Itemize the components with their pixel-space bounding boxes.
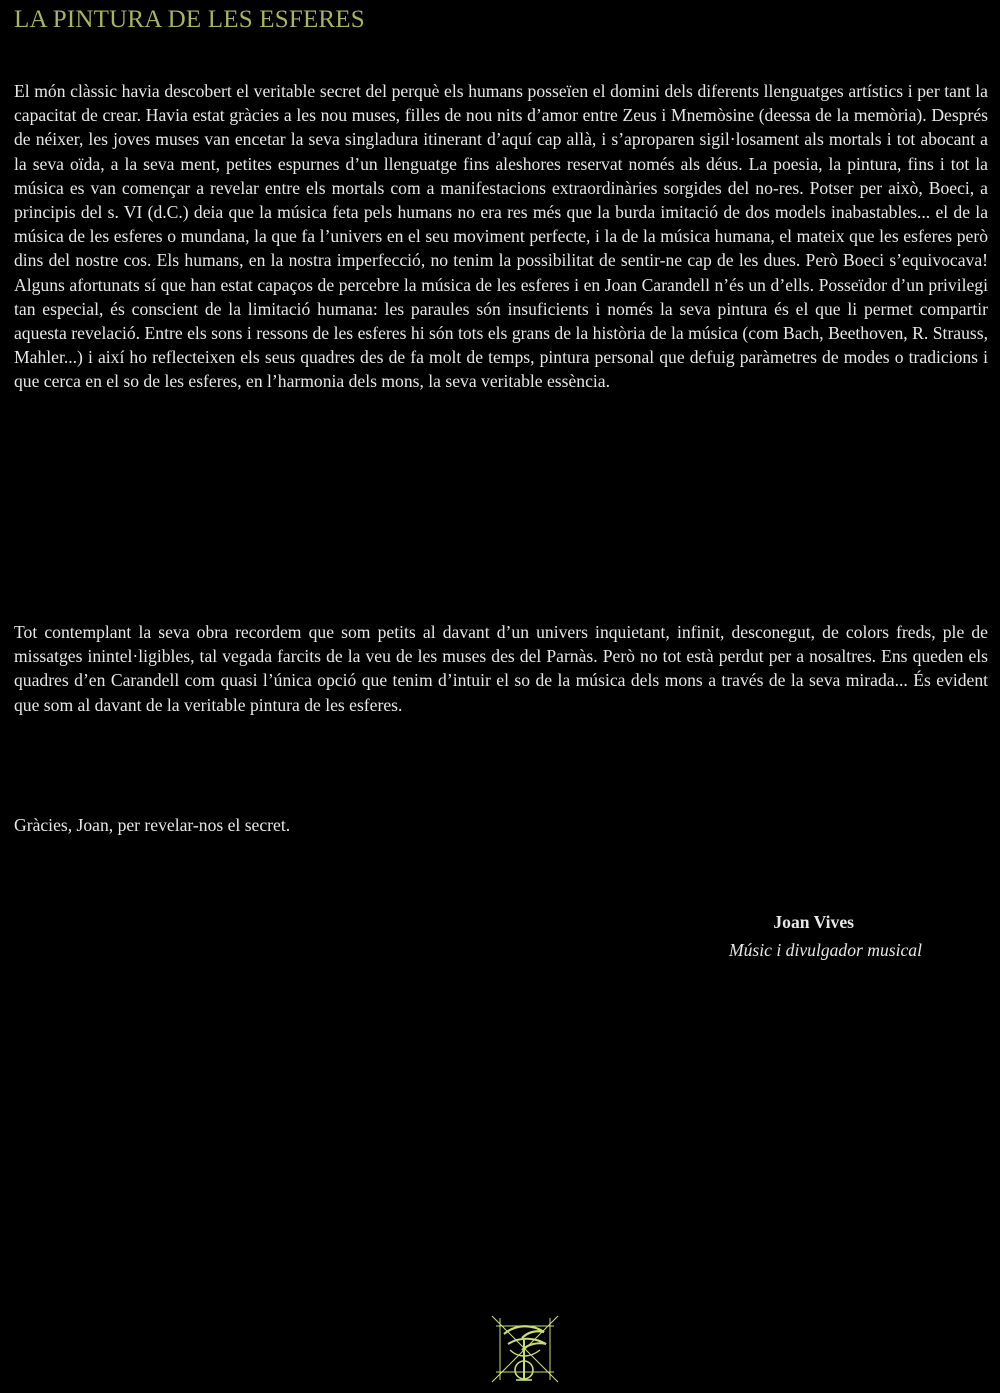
- author-role: Músic i divulgador musical: [728, 940, 922, 960]
- musical-sphere-emblem-icon: [486, 1310, 564, 1388]
- article-paragraph-3: Gràcies, Joan, per revelar-nos el secret.: [14, 815, 291, 835]
- signature-block: [729, 908, 922, 964]
- author-name: Joan Vives: [773, 912, 854, 932]
- article-paragraph-2: Tot contemplant la seva obra recordem que som petits al davant d’un univers inquietant, infinit, desconegut, de colors freds, ple de missatges inintel·ligibles, tal vegada farcits de la veu de les muses des del Parnàs. Però no tot està perdut per a nosaltres. Ens queden els quadres d’en Carandell com quasi l’única opció que tenim d’intuir el so de la música dels mons a través de la seva mirada... És evident que som al davant de la veritable pintura de les esferes.: [14, 622, 988, 715]
- emblem-svg: [486, 1310, 564, 1388]
- page-title: LA PINTURA DE LES ESFERES: [14, 6, 365, 33]
- article-paragraph-1: El món clàssic havia descobert el veritable secret del perquè els humans posseïen el domini dels diferents llenguatges artístics i per tant la capacitat de crear. Havia estat gràcies a les nou muses, filles de nou nits d’amor entre Zeus i Mnemòsine (deessa de la memòria). Després de néixer, les joves muses van encetar la seva singladura itinerant d’aquí cap allà, i s’aproparen sigil·losament als mortals i tot abocant a la seva oïda, a la seva ment, petites espurnes d’un llenguatge fins aleshores reservat només als déus. La poesia, la pintura, fins i tot la música es van començar a revelar entre els mortals com a manifestacions extraordinàries sorgides del no-res. Potser per això, Boeci, a principis del s. VI (d.C.) deia que la música feta pels humans no era res més que la burda imitació de dos models inabastables... el de la música de les esferes o mundana, la que fa l’univers en el seu moviment perfecte, i la de la música humana, el mateix que les esferes però dins del nostre cos. Els humans, en la nostra imperfecció, no tenim la possibilitat de sentir-ne cap de les dues. Però Boeci s’equivocava! Alguns afortunats sí que han estat capaços de percebre la música de les esferes i en Joan Carandell n’és un d’ells. Posseïdor d’un privilegi tan especial, és conscient de la limitació humana: les paraules són insuficients i només la seva pintura és el que li permet compartir aquesta revelació. Entre els sons i ressons de les esferes hi són tots els grans de la història de la música (com Bach, Beethoven, R. Strauss, Mahler...) i així ho reflecteixen els seus quadres des de fa molt de temps, pintura personal que defuig paràmetres de modes o tradicions i que cerca en el so de les esferes, en l’harmonia dels mons, la seva veritable essència.: [14, 81, 988, 392]
